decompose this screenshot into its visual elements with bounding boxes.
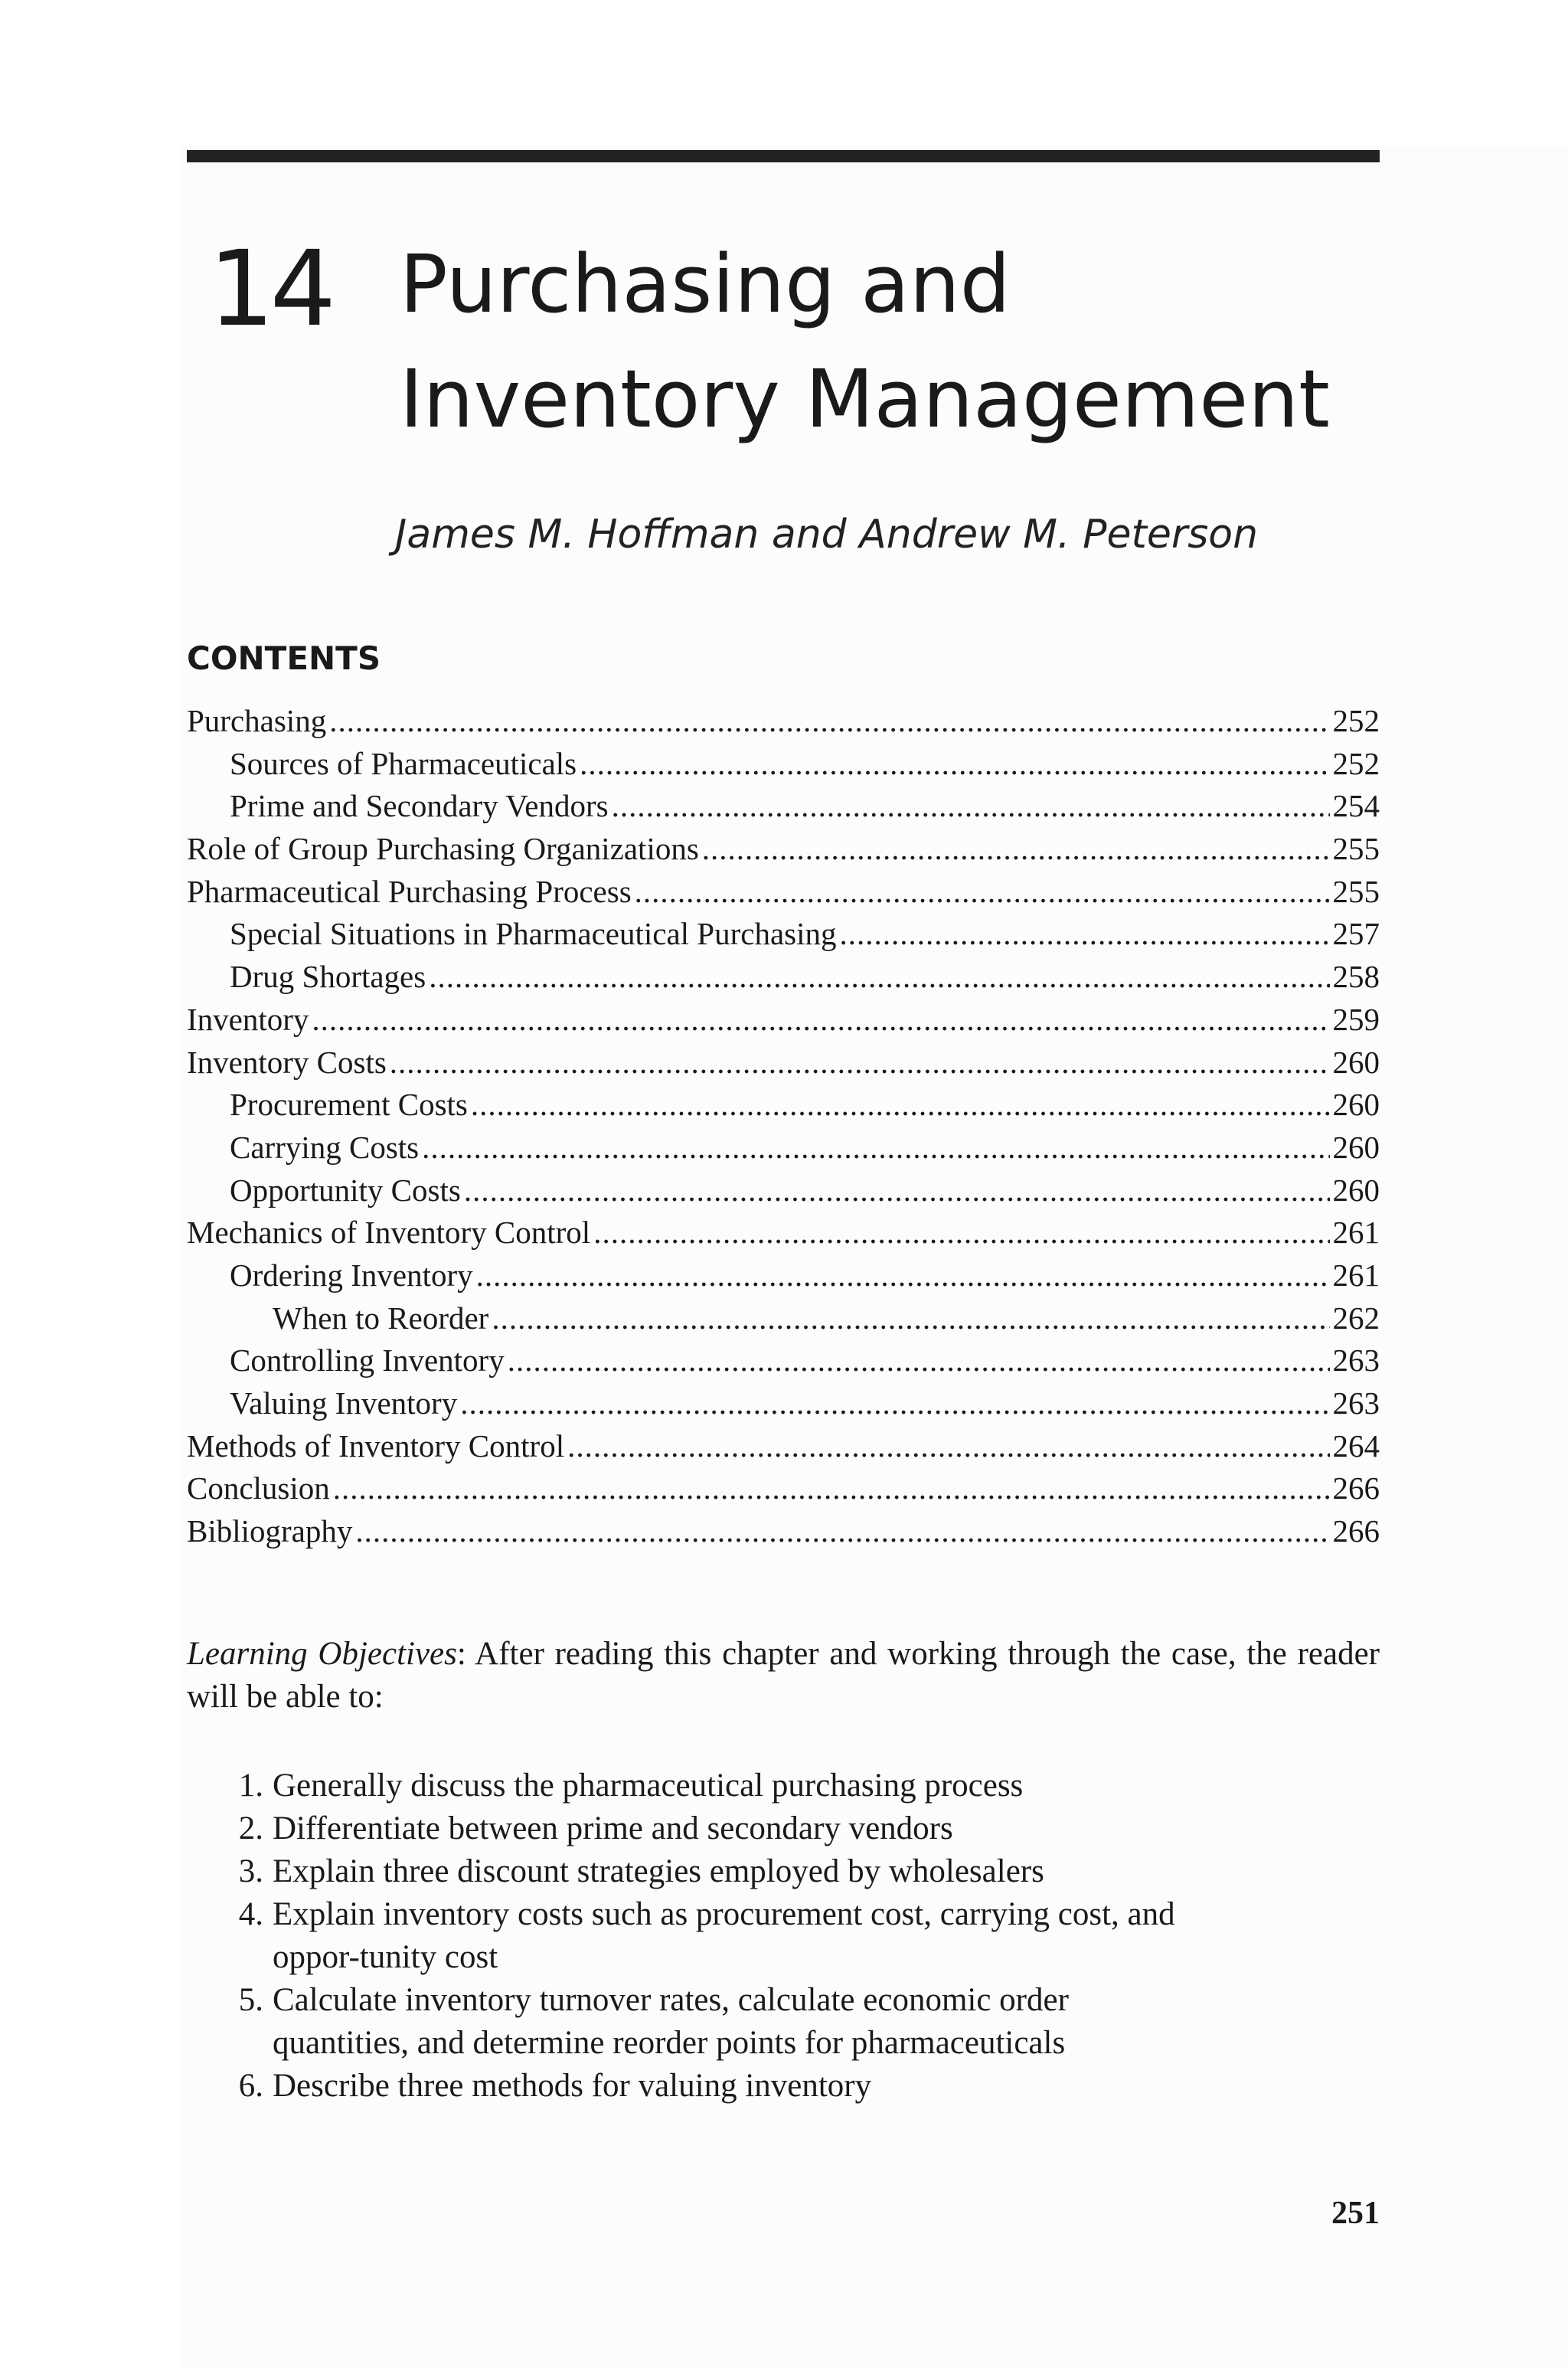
learning-objective-item (187, 2065, 1380, 2108)
toc-dot-leader (312, 999, 1329, 1042)
toc-entry-title: Special Situations in Pharmaceutical Purchasing (230, 916, 837, 952)
learning-objective-number: 1. (238, 1768, 263, 1804)
toc-dot-leader (635, 871, 1330, 914)
toc-entry-title: Purchasing (187, 703, 327, 738)
toc-entry[interactable] (187, 1382, 1380, 1425)
toc-entry-page: 260 (1332, 1044, 1380, 1080)
toc-dot-leader (702, 828, 1330, 871)
learning-objective-text: Calculate inventory turnover rates, calculate economic order quantities, and determine reorder points for pharmaceuticals (273, 1982, 1069, 2061)
learning-objective-item (187, 1765, 1380, 1807)
toc-entry-page: 263 (1332, 1385, 1380, 1421)
toc-dot-leader (580, 743, 1329, 786)
toc-entry[interactable] (187, 913, 1380, 956)
toc-entry-page: 257 (1332, 916, 1380, 952)
toc-entry-title: Procurement Costs (230, 1087, 468, 1123)
chapter-number: 14 (208, 229, 332, 350)
toc-dot-leader (464, 1169, 1330, 1212)
contents-heading: CONTENTS (187, 639, 381, 677)
learning-objective-item (187, 1979, 1380, 2065)
toc-entry-title: Controlling Inventory (230, 1343, 505, 1379)
learning-objective-item (187, 1893, 1380, 1979)
toc-dot-leader (567, 1425, 1329, 1468)
toc-entry[interactable] (187, 1254, 1380, 1297)
learning-objective-item (187, 1850, 1380, 1893)
learning-objectives-list (187, 1765, 1380, 2108)
toc-entry-page: 260 (1332, 1087, 1380, 1123)
table-of-contents (187, 700, 1380, 1553)
toc-entry-title: Drug Shortages (230, 959, 426, 995)
toc-entry[interactable] (187, 828, 1380, 871)
toc-entry[interactable] (187, 1467, 1380, 1510)
toc-entry[interactable] (187, 1510, 1380, 1553)
learning-objective-number: 5. (238, 1982, 263, 2018)
toc-dot-leader (422, 1127, 1329, 1169)
toc-entry-title: Prime and Secondary Vendors (230, 788, 609, 824)
toc-dot-leader (492, 1297, 1329, 1340)
toc-entry-title: Sources of Pharmaceuticals (230, 745, 577, 781)
toc-dot-leader (593, 1212, 1329, 1254)
toc-entry-page: 261 (1332, 1257, 1380, 1293)
toc-entry-title: Bibliography (187, 1513, 353, 1549)
toc-entry-title: Valuing Inventory (230, 1385, 458, 1421)
page-number: 251 (1331, 2196, 1380, 2231)
toc-entry[interactable] (187, 1212, 1380, 1254)
learning-objective-number: 6. (238, 2068, 263, 2104)
toc-entry[interactable] (187, 871, 1380, 914)
chapter-title-line-2: Inventory Management (400, 352, 1330, 446)
toc-dot-leader (471, 1084, 1330, 1127)
toc-entry[interactable] (187, 956, 1380, 999)
learning-objective-item (187, 1807, 1380, 1850)
toc-entry-title: Inventory Costs (187, 1044, 387, 1080)
chapter-title (400, 227, 1395, 456)
toc-entry-title: Opportunity Costs (230, 1172, 461, 1208)
toc-dot-leader (355, 1510, 1329, 1553)
toc-entry[interactable] (187, 743, 1380, 786)
toc-dot-leader (333, 1467, 1330, 1510)
toc-entry[interactable] (187, 1127, 1380, 1169)
toc-dot-leader (460, 1382, 1329, 1425)
learning-objective-text: Describe three methods for valuing inventory (273, 2068, 872, 2104)
toc-entry-page: 254 (1332, 788, 1380, 824)
toc-entry[interactable] (187, 1339, 1380, 1382)
toc-entry-title: Methods of Inventory Control (187, 1428, 565, 1464)
learning-objective-text: Explain inventory costs such as procurement cost, carrying cost, and oppor-tunity cost (273, 1896, 1175, 1975)
toc-dot-leader (840, 913, 1330, 956)
learning-objectives-label: Learning Objectives (187, 1636, 457, 1672)
chapter-authors: James M. Hoffman and Andrew M. Peterson (395, 512, 1259, 558)
toc-entry[interactable] (187, 1042, 1380, 1084)
toc-entry[interactable] (187, 1169, 1380, 1212)
toc-entry[interactable] (187, 1297, 1380, 1340)
toc-entry-page: 259 (1332, 1001, 1380, 1037)
toc-entry-page: 264 (1332, 1428, 1380, 1464)
toc-dot-leader (390, 1042, 1330, 1084)
learning-objectives-intro (187, 1633, 1380, 1719)
toc-entry[interactable] (187, 1084, 1380, 1127)
toc-entry-page: 261 (1332, 1215, 1380, 1251)
toc-entry-page: 252 (1332, 703, 1380, 738)
toc-entry-title: Ordering Inventory (230, 1257, 473, 1293)
toc-entry-title: When to Reorder (273, 1300, 489, 1336)
toc-entry[interactable] (187, 785, 1380, 828)
toc-entry-title: Carrying Costs (230, 1129, 420, 1165)
learning-objective-text: Explain three discount strategies employed by wholesalers (273, 1853, 1044, 1889)
toc-dot-leader (612, 785, 1330, 828)
toc-dot-leader (429, 956, 1329, 999)
learning-objective-number: 3. (238, 1853, 263, 1889)
toc-dot-leader (476, 1254, 1330, 1297)
toc-entry-page: 255 (1332, 873, 1380, 909)
toc-entry[interactable] (187, 700, 1380, 743)
toc-entry[interactable] (187, 999, 1380, 1042)
chapter-title-line-1: Purchasing and (400, 237, 1011, 331)
toc-entry-page: 258 (1332, 959, 1380, 995)
toc-entry[interactable] (187, 1425, 1380, 1468)
toc-entry-title: Conclusion (187, 1470, 330, 1506)
toc-entry-page: 260 (1332, 1129, 1380, 1165)
toc-entry-page: 263 (1332, 1343, 1380, 1379)
toc-entry-title: Mechanics of Inventory Control (187, 1215, 591, 1251)
learning-objective-number: 4. (238, 1896, 263, 1932)
toc-entry-page: 260 (1332, 1172, 1380, 1208)
toc-entry-page: 252 (1332, 745, 1380, 781)
toc-entry-page: 266 (1332, 1470, 1380, 1506)
toc-entry-title: Pharmaceutical Purchasing Process (187, 873, 632, 909)
toc-entry-title: Role of Group Purchasing Organizations (187, 831, 699, 867)
toc-entry-title: Inventory (187, 1001, 309, 1037)
learning-objective-text: Differentiate between prime and secondary vendors (273, 1810, 953, 1846)
learning-objectives-intro-text: : After reading this chapter and working through the case, the reader will be able to: (187, 1636, 1380, 1715)
chapter-top-rule (187, 150, 1380, 162)
toc-entry-page: 255 (1332, 831, 1380, 867)
learning-objective-number: 2. (238, 1810, 263, 1846)
toc-dot-leader (508, 1339, 1330, 1382)
toc-entry-page: 266 (1332, 1513, 1380, 1549)
toc-entry-page: 262 (1332, 1300, 1380, 1336)
toc-dot-leader (329, 700, 1329, 743)
learning-objective-text: Generally discuss the pharmaceutical purchasing process (273, 1768, 1024, 1804)
